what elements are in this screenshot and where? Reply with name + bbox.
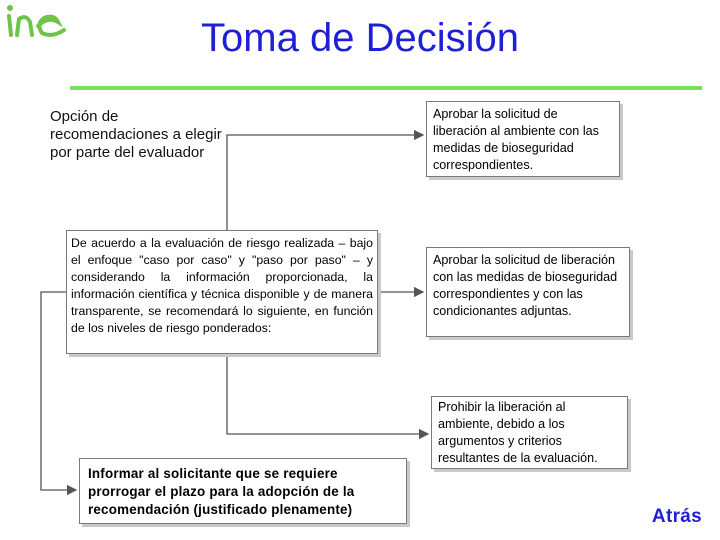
evaluation-criteria-box: De acuerdo a la evaluación de riesgo realizada – bajo el enfoque "caso por caso" y "paso por paso" – y considerando la información proporcionada, la información científica y técnica disponible y de manera transparente, se recomendará lo siguiente, en función de los niveles de riesgo ponderados: (66, 230, 378, 354)
option-prohibit-box: Prohibir la liberación al ambiente, debido a los argumentos y criterios resultantes de la evaluación. (431, 396, 628, 469)
connector-option-1 (227, 135, 423, 230)
inform-applicant-box: Informar al solicitante que se requiere prorrogar el plazo para la adopción de la recomendación (justificado plenamente) (79, 458, 407, 524)
back-link[interactable]: Atrás (651, 506, 702, 527)
option-approve-box: Aprobar la solicitud de liberación al ambiente con las medidas de bioseguridad correspondientes. (426, 101, 620, 177)
option-approve-conditions-box: Aprobar la solicitud de liberación con las medidas de bioseguridad correspondientes y con las condicionantes adjuntas. (426, 247, 630, 337)
recommendation-options-label: Opción de recomendaciones a elegir por parte del evaluador (50, 108, 222, 161)
page-title: Toma de Decisión (201, 16, 519, 60)
connector-option-3 (227, 354, 428, 434)
